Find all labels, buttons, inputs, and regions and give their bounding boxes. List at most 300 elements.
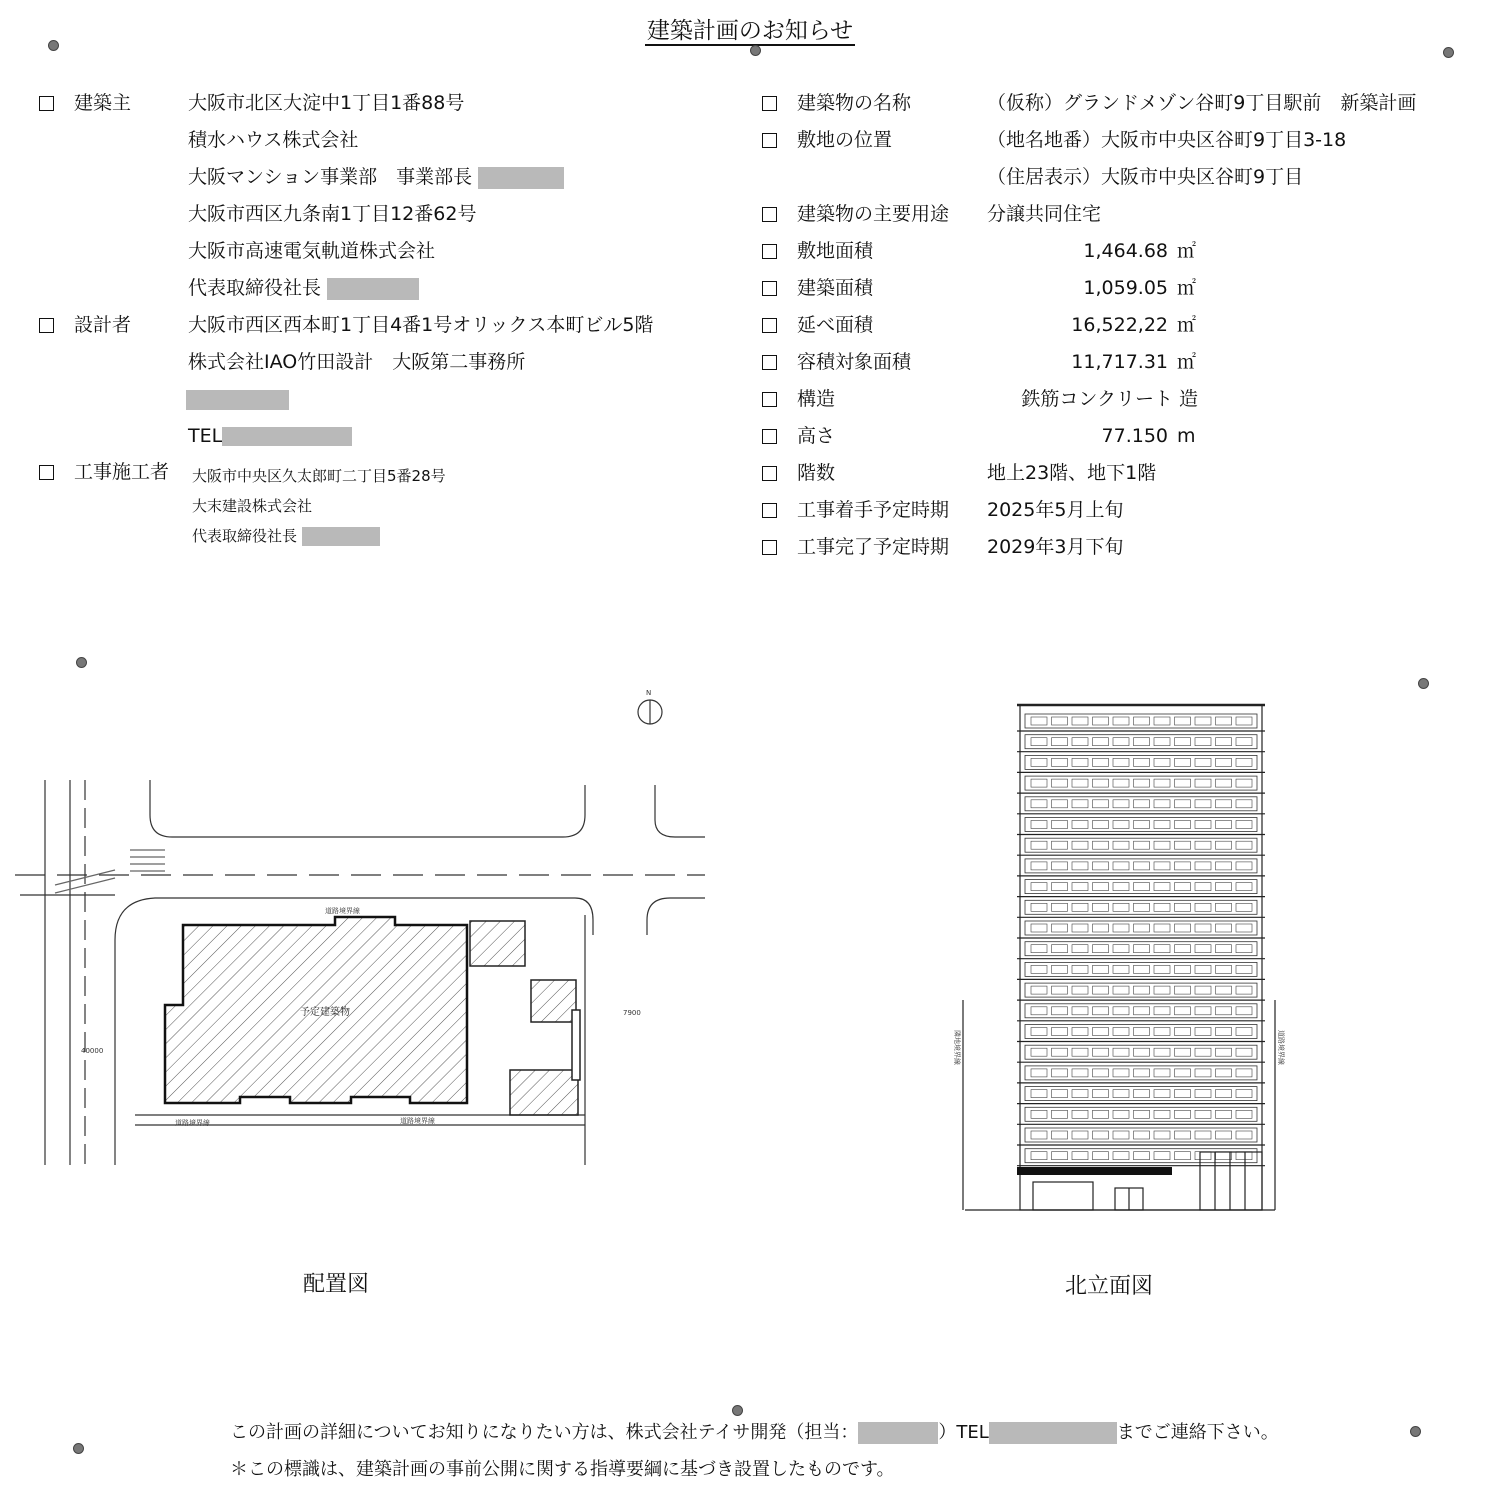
area-unit: ㎡ (1177, 277, 1197, 299)
window (1031, 1028, 1047, 1036)
redacted-phone (989, 1422, 1117, 1444)
checkbox-icon (762, 503, 777, 518)
height-unit: m (1177, 425, 1196, 447)
owner-line: 大阪市西区九条南1丁目12番62号 (188, 203, 477, 225)
window (1072, 1131, 1088, 1139)
start-value: 2025年5月上旬 (987, 499, 1124, 521)
window (1113, 862, 1129, 870)
checkbox-icon (762, 318, 777, 333)
window (1052, 1110, 1068, 1118)
screw-icon (1418, 678, 1429, 689)
window (1072, 903, 1088, 911)
window (1052, 758, 1068, 766)
window (1216, 903, 1232, 911)
floor-balcony (1025, 900, 1257, 914)
window (1072, 986, 1088, 994)
checkbox-icon (762, 429, 777, 444)
notice-basis-line: ＊この標識は、建築計画の事前公開に関する指導要綱に基づき設置したものです。 (230, 1459, 895, 1480)
window (1093, 758, 1109, 766)
window (1031, 945, 1047, 953)
north-label: N (646, 689, 652, 697)
window (1113, 883, 1129, 891)
window (1216, 779, 1232, 787)
window (1154, 841, 1170, 849)
window (1154, 800, 1170, 808)
bldg-area-value: 1,059.05 (1083, 277, 1168, 299)
redacted-name (186, 390, 289, 410)
window (1175, 862, 1191, 870)
window (1154, 758, 1170, 766)
window (1072, 758, 1088, 766)
site-area-label: 敷地面積 (797, 240, 874, 262)
window (1093, 1007, 1109, 1015)
road-boundary-label: 道路境界線 (175, 1119, 210, 1127)
checkbox-icon (762, 281, 777, 296)
window (1093, 821, 1109, 829)
floor-balcony (1025, 983, 1257, 997)
contact-line: この計画の詳細についてお知りになりたい方は、株式会社テイサ開発（担当： ）TEL までご連絡下さい。 (230, 1422, 1279, 1443)
window (1154, 1048, 1170, 1056)
dimension-label: 40000 (81, 1047, 104, 1055)
window (1113, 903, 1129, 911)
window (1093, 841, 1109, 849)
window (1031, 924, 1047, 932)
window (1216, 1007, 1232, 1015)
height-label: 高さ (797, 425, 836, 447)
floors-value: 地上23階、地下1階 (987, 462, 1157, 484)
window (1236, 779, 1252, 787)
window (1093, 1152, 1109, 1160)
window (1154, 717, 1170, 725)
window (1175, 1007, 1191, 1015)
floor-area-label: 延べ面積 (797, 314, 874, 336)
window (1216, 841, 1232, 849)
window (1093, 1028, 1109, 1036)
window (1154, 1028, 1170, 1036)
window (1134, 779, 1150, 787)
window (1052, 945, 1068, 953)
window (1031, 965, 1047, 973)
area-unit: ㎡ (1177, 240, 1197, 262)
window (1072, 1090, 1088, 1098)
site-plan-caption: 配置図 (303, 1272, 370, 1297)
window (1072, 1028, 1088, 1036)
checkbox-icon (39, 318, 54, 333)
floor-balcony (1025, 755, 1257, 769)
window (1154, 883, 1170, 891)
contractor-line: 大阪市中央区久太郎町二丁目5番28号 (192, 467, 446, 485)
window (1072, 779, 1088, 787)
window (1052, 883, 1068, 891)
window (1154, 924, 1170, 932)
floor-balcony (1025, 921, 1257, 935)
window (1195, 965, 1211, 973)
window (1236, 800, 1252, 808)
window (1134, 945, 1150, 953)
canopy-band (1017, 1167, 1172, 1175)
window (1154, 986, 1170, 994)
window (1195, 1131, 1211, 1139)
window (1134, 1048, 1150, 1056)
window (1236, 738, 1252, 746)
window (1134, 1028, 1150, 1036)
window (1134, 821, 1150, 829)
designer-label: 設計者 (74, 314, 132, 336)
window (1093, 717, 1109, 725)
window (1052, 1090, 1068, 1098)
window (1175, 1048, 1191, 1056)
floor-balcony (1025, 1149, 1257, 1163)
window (1154, 945, 1170, 953)
window (1236, 1090, 1252, 1098)
screw-icon (73, 1443, 84, 1454)
window (1175, 1090, 1191, 1098)
window (1134, 1131, 1150, 1139)
window (1134, 1007, 1150, 1015)
window (1113, 717, 1129, 725)
window (1216, 1131, 1232, 1139)
far-area-value: 11,717.31 (1071, 351, 1168, 373)
window (1154, 862, 1170, 870)
window (1236, 965, 1252, 973)
checkbox-icon (762, 207, 777, 222)
window (1236, 1069, 1252, 1077)
use-label: 建築物の主要用途 (797, 203, 950, 225)
window (1052, 779, 1068, 787)
window (1113, 821, 1129, 829)
window (1236, 1131, 1252, 1139)
floor-balcony (1025, 962, 1257, 976)
window (1093, 1048, 1109, 1056)
window (1175, 1131, 1191, 1139)
floor-balcony (1025, 1107, 1257, 1121)
owner-label: 建築主 (74, 92, 132, 114)
window (1134, 800, 1150, 808)
floor-balcony (1025, 1045, 1257, 1059)
window (1175, 883, 1191, 891)
name-value: （仮称）グランドメゾン谷町9丁目駅前 新築計画 (987, 92, 1417, 114)
window (1072, 717, 1088, 725)
window (1236, 1048, 1252, 1056)
window (1113, 841, 1129, 849)
window (1093, 1110, 1109, 1118)
contractor-line: 代表取締役社長 (192, 524, 380, 548)
window (1072, 821, 1088, 829)
contractor-line: 大末建設株式会社 (192, 497, 313, 515)
name-label: 建築物の名称 (797, 92, 912, 114)
floor-balcony (1025, 776, 1257, 790)
window (1113, 1069, 1129, 1077)
owner-line: 大阪マンション事業部 事業部長 (188, 165, 564, 189)
window (1052, 821, 1068, 829)
window (1134, 1090, 1150, 1098)
window (1216, 800, 1232, 808)
window (1113, 1110, 1129, 1118)
window (1031, 903, 1047, 911)
window (1216, 1152, 1232, 1160)
window (1052, 1131, 1068, 1139)
window (1031, 986, 1047, 994)
window (1236, 1007, 1252, 1015)
window (1093, 1090, 1109, 1098)
window (1052, 965, 1068, 973)
window (1195, 883, 1211, 891)
window (1093, 883, 1109, 891)
window (1113, 965, 1129, 973)
screw-icon (1443, 47, 1454, 58)
side-boundary-label: 隣地境界線 (953, 1030, 961, 1065)
window (1113, 758, 1129, 766)
window (1175, 945, 1191, 953)
area-unit: ㎡ (1177, 314, 1197, 336)
window (1113, 738, 1129, 746)
site-value: （地名地番）大阪市中央区谷町9丁目3-18 (987, 129, 1347, 151)
window (1216, 924, 1232, 932)
window (1195, 779, 1211, 787)
screw-icon (48, 40, 59, 51)
window (1216, 738, 1232, 746)
window (1175, 758, 1191, 766)
window (1216, 717, 1232, 725)
window (1072, 841, 1088, 849)
redacted-name (327, 278, 419, 300)
window (1113, 1028, 1129, 1036)
start-label: 工事着手予定時期 (797, 499, 950, 521)
window (1216, 862, 1232, 870)
window (1093, 986, 1109, 994)
screw-icon (76, 657, 87, 668)
window (1072, 738, 1088, 746)
window (1093, 800, 1109, 808)
window (1072, 1069, 1088, 1077)
window (1195, 841, 1211, 849)
checkbox-icon (762, 133, 777, 148)
window (1175, 841, 1191, 849)
window (1113, 1131, 1129, 1139)
window (1031, 841, 1047, 849)
floor-balcony (1025, 1128, 1257, 1142)
use-value: 分譲共同住宅 (987, 203, 1102, 225)
floor-balcony (1025, 714, 1257, 728)
window (1052, 1007, 1068, 1015)
floor-balcony (1025, 942, 1257, 956)
window (1134, 738, 1150, 746)
window (1052, 717, 1068, 725)
window (1113, 1090, 1129, 1098)
owner-line: 大阪市北区大淀中1丁目1番88号 (188, 92, 465, 114)
floor-balcony (1025, 797, 1257, 811)
window (1175, 903, 1191, 911)
window (1093, 903, 1109, 911)
window (1031, 1131, 1047, 1139)
facade-floors (1017, 714, 1265, 1166)
owner-line: 大阪市高速電気軌道株式会社 (188, 240, 436, 262)
checkbox-icon (39, 465, 54, 480)
window (1154, 1090, 1170, 1098)
window (1113, 1048, 1129, 1056)
window (1031, 1069, 1047, 1077)
window (1195, 924, 1211, 932)
window (1113, 1152, 1129, 1160)
window (1134, 924, 1150, 932)
window (1195, 862, 1211, 870)
floor-balcony (1025, 818, 1257, 832)
window (1093, 779, 1109, 787)
floor-balcony (1025, 880, 1257, 894)
elevation-caption: 北立面図 (1065, 1274, 1154, 1299)
window (1052, 738, 1068, 746)
window (1195, 1152, 1211, 1160)
window (1072, 862, 1088, 870)
window (1052, 986, 1068, 994)
window (1216, 945, 1232, 953)
window (1236, 986, 1252, 994)
checkbox-icon (762, 466, 777, 481)
contractor-label: 工事施工者 (74, 461, 170, 483)
window (1052, 1152, 1068, 1160)
designer-line: 株式会社IAO竹田設計 大阪第二事務所 (188, 351, 526, 373)
window (1236, 945, 1252, 953)
road-boundary-label: 道路境界線 (325, 907, 360, 915)
redacted-name (302, 527, 380, 546)
window (1052, 1069, 1068, 1077)
floor-balcony (1025, 1025, 1257, 1039)
window (1236, 862, 1252, 870)
window (1236, 883, 1252, 891)
window (1175, 965, 1191, 973)
window (1154, 965, 1170, 973)
notice-title: 建築計画のお知らせ (646, 18, 854, 44)
window (1072, 1110, 1088, 1118)
window (1175, 1152, 1191, 1160)
window (1154, 1131, 1170, 1139)
window (1134, 862, 1150, 870)
owner-line: 積水ハウス株式会社 (188, 129, 359, 151)
window (1216, 883, 1232, 891)
site-area-value: 1,464.68 (1083, 240, 1168, 262)
window (1236, 1028, 1252, 1036)
window (1031, 738, 1047, 746)
window (1113, 779, 1129, 787)
bldg-area-label: 建築面積 (797, 277, 874, 299)
checkbox-icon (762, 392, 777, 407)
window (1236, 903, 1252, 911)
owner-line: 代表取締役社長 (188, 276, 419, 300)
window (1072, 1007, 1088, 1015)
window (1175, 717, 1191, 725)
window (1154, 1007, 1170, 1015)
window (1134, 841, 1150, 849)
window (1031, 1048, 1047, 1056)
screw-icon (732, 1405, 743, 1416)
window (1093, 965, 1109, 973)
floor-balcony (1025, 859, 1257, 873)
window (1052, 841, 1068, 849)
window (1093, 924, 1109, 932)
designer-line: 大阪市西区西本町1丁目4番1号オリックス本町ビル5階 (188, 314, 654, 336)
screw-icon (750, 45, 761, 56)
window (1195, 1007, 1211, 1015)
window (1072, 945, 1088, 953)
window (1093, 1131, 1109, 1139)
site-label: 敷地の位置 (797, 129, 893, 151)
window (1031, 758, 1047, 766)
window (1134, 758, 1150, 766)
window (1154, 779, 1170, 787)
window (1134, 1152, 1150, 1160)
height-value: 77.150 (1101, 425, 1168, 447)
window (1216, 986, 1232, 994)
window (1154, 821, 1170, 829)
window (1216, 1069, 1232, 1077)
floor-balcony (1025, 1087, 1257, 1101)
window (1195, 903, 1211, 911)
window (1195, 800, 1211, 808)
window (1072, 883, 1088, 891)
window (1195, 821, 1211, 829)
window (1134, 965, 1150, 973)
window (1216, 1048, 1232, 1056)
end-label: 工事完了予定時期 (797, 536, 950, 558)
window (1175, 986, 1191, 994)
window (1175, 1110, 1191, 1118)
window (1236, 841, 1252, 849)
window (1175, 779, 1191, 787)
window (1113, 945, 1129, 953)
floor-balcony (1025, 1066, 1257, 1080)
window (1154, 1152, 1170, 1160)
window (1216, 758, 1232, 766)
window (1236, 717, 1252, 725)
window (1175, 738, 1191, 746)
window (1113, 924, 1129, 932)
window (1236, 821, 1252, 829)
designer-line (186, 387, 289, 411)
far-area-label: 容積対象面積 (797, 351, 912, 373)
window (1236, 1152, 1252, 1160)
road-boundary-label: 道路境界線 (400, 1117, 435, 1125)
redacted-phone (222, 427, 352, 446)
window (1031, 1007, 1047, 1015)
checkbox-icon (762, 355, 777, 370)
window (1175, 924, 1191, 932)
checkbox-icon (39, 96, 54, 111)
window (1093, 1069, 1109, 1077)
struct-label: 構造 (797, 388, 836, 410)
window (1195, 738, 1211, 746)
window (1072, 1152, 1088, 1160)
struct-value: 鉄筋コンクリート 造 (1021, 388, 1198, 410)
window (1031, 800, 1047, 808)
dimension-label: 7900 (623, 1009, 641, 1017)
window (1195, 986, 1211, 994)
window (1195, 758, 1211, 766)
window (1134, 1069, 1150, 1077)
window (1031, 1110, 1047, 1118)
window (1134, 883, 1150, 891)
floor-balcony (1025, 1004, 1257, 1018)
window (1195, 1048, 1211, 1056)
window (1195, 945, 1211, 953)
window (1031, 821, 1047, 829)
window (1195, 1110, 1211, 1118)
redacted-name (858, 1422, 938, 1444)
screw-icon (1410, 1426, 1421, 1437)
window (1072, 800, 1088, 808)
window (1052, 1048, 1068, 1056)
window (1216, 965, 1232, 973)
north-elevation-drawing (945, 700, 1295, 1215)
